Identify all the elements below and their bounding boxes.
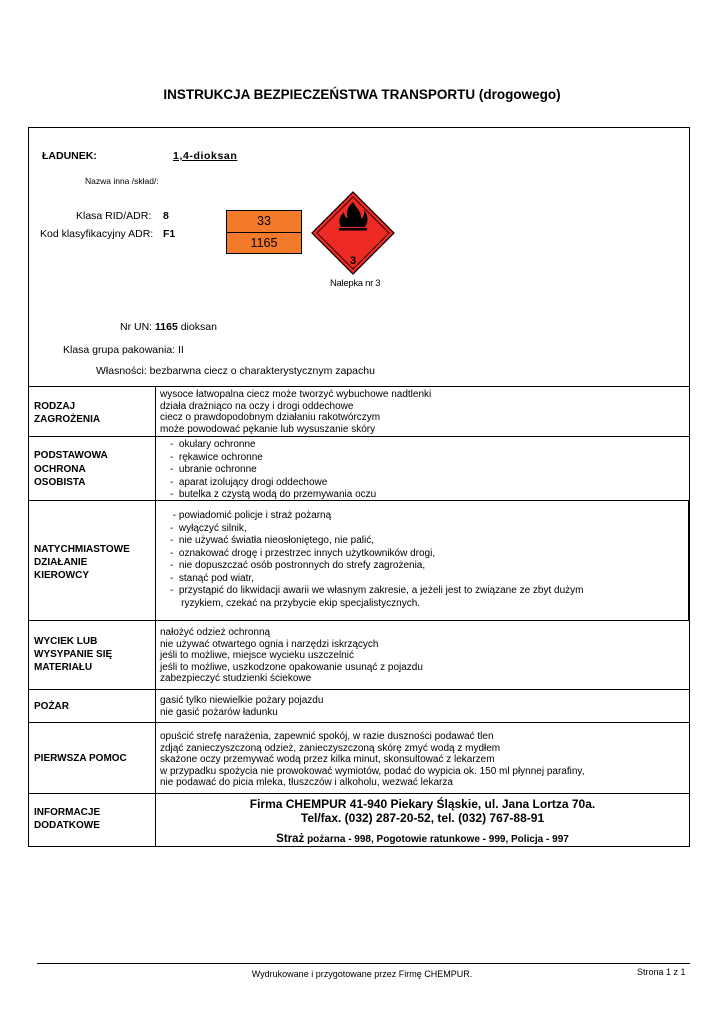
page-title: INSTRUKCJA BEZPIECZEŃSTWA TRANSPORTU (drogowego) <box>163 87 561 102</box>
section-body: nałożyć odzież ochronną nie używać otwartego ognia i narzędzi iskrzących jeśli to możliwe, miejsce wycieku uszczelnić jeśli to możliwe, uszkodzone opakowanie usunąć z pojazdu zabezpieczyć studzienki ściekowe <box>160 627 423 684</box>
section-heading: POŻAR <box>34 701 69 712</box>
code-value: F1 <box>163 228 176 240</box>
section-heading: RODZAJ ZAGROŻENIA <box>34 401 101 425</box>
section-body: opuścić strefę narażenia, zapewnić spokój, w razie duszności podawać tlen zdjąć zanieczyszczoną odzież, zanieczyszczoną skórę zmyć wodą z mydłem skażone oczy przemywać wodą przez kilka minut, skonsultować z lekarzem w przypadku spożycia nie prowokować wymiotów, podać do wypicia ok. 150 ml płynnej parafiny, nie podawać do picia mleka, tłuszczów i alkoholu, wezwać lekarza <box>160 731 585 788</box>
section-body: - okulary ochronne - rękawice ochronne - ubranie ochronne - aparat izolujący drogi oddechowe - butelka z czystą wodą do przemywania oczu <box>170 439 377 500</box>
un-label: Nr UN: <box>120 321 153 333</box>
section-body: wysoce łatwopalna ciecz może tworzyć wybuchowe nadtlenki działa drażniąco na oczy i drogi oddechowe ciecz o prawdopodobnym działaniu rakotwórczym może powodować pękanie lub wysuszanie skóry <box>160 389 432 435</box>
section-heading: WYCIEK LUB WYSYPANIE SIĘ MATERIAŁU <box>34 636 113 673</box>
page-number: Strona 1 z 1 <box>637 967 686 977</box>
section-driver-actions <box>28 500 690 620</box>
table-column-divider <box>155 386 156 847</box>
other-name-label: Nazwa inna /skład/: <box>85 176 159 186</box>
diamond-class-number: 3 <box>349 255 357 267</box>
label-caption: Nalepka nr 3 <box>330 278 381 289</box>
hazard-identification-number: 33 <box>227 211 301 233</box>
footer-text: Wydrukowane i przygotowane przez Firmę CHEMPUR. <box>251 969 473 979</box>
footer-divider <box>37 963 690 964</box>
orange-hazard-plate <box>226 210 302 254</box>
code-label: Kod klasyfikacyjny ADR: <box>40 228 154 240</box>
class-label: Klasa RID/ADR: <box>76 210 152 222</box>
packing-group-line: Klasa grupa pakowania: II <box>63 344 184 356</box>
section-fire <box>28 689 690 722</box>
section-first-aid <box>28 722 690 793</box>
section-body: gasić tylko niewielkie pożary pojazdu nie gasić pożarów ładunku <box>160 695 324 718</box>
section-heading: NATYCHMIASTOWE DZIAŁANIE KIEROWCY <box>34 544 130 581</box>
un-number: 1165 <box>155 321 178 333</box>
section-protection <box>28 436 690 500</box>
properties-line: Własności: bezbarwna ciecz o charakterystycznym zapachu <box>96 365 375 377</box>
company-address: Firma CHEMPUR 41-940 Piekary Śląskie, ul. Jana Lortza 70a. <box>249 797 596 811</box>
flammable-liquid-label <box>310 190 396 276</box>
un-number-line <box>120 321 217 333</box>
cargo-label: ŁADUNEK: <box>42 150 97 162</box>
emergency-numbers: Straż pożarna - 998, Pogotowie ratunkowe - 999, Policja - 997 <box>276 833 569 845</box>
section-heading: PIERWSZA POMOC <box>34 753 127 764</box>
plate-un-number: 1165 <box>250 236 278 250</box>
section-heading: INFORMACJE DODATKOWE <box>34 807 101 831</box>
section-spill <box>28 620 690 689</box>
un-substance: dioksan <box>180 321 217 333</box>
cargo-name: 1,4-dioksan <box>173 150 238 162</box>
company-phones: Tel/fax. (032) 287-20-52, tel. (032) 767-88-91 <box>300 811 545 825</box>
section-hazards <box>28 386 690 436</box>
company-contact <box>155 797 690 847</box>
section-body: - powiadomić policje i straż pożarną - wyłączyć silnik, - nie używać światła nieosłoniętego, nie palić, - oznakować drogę i przestrzec innych użytkowników drogi, - nie dopuszczać osób postronnych do strefy zagrożenia, - stanąć pod wiatr, - przystąpić do likwidacji awarii we własnym zakresie, a jeżeli jest to związane ze zbyt dużym ryzykiem, czekać na przybycie ekip specjalistycznych. <box>170 510 584 609</box>
section-heading: PODSTAWOWA OCHRONA OSOBISTA <box>34 450 108 488</box>
section-additional-info <box>28 793 690 847</box>
class-value: 8 <box>163 210 169 222</box>
